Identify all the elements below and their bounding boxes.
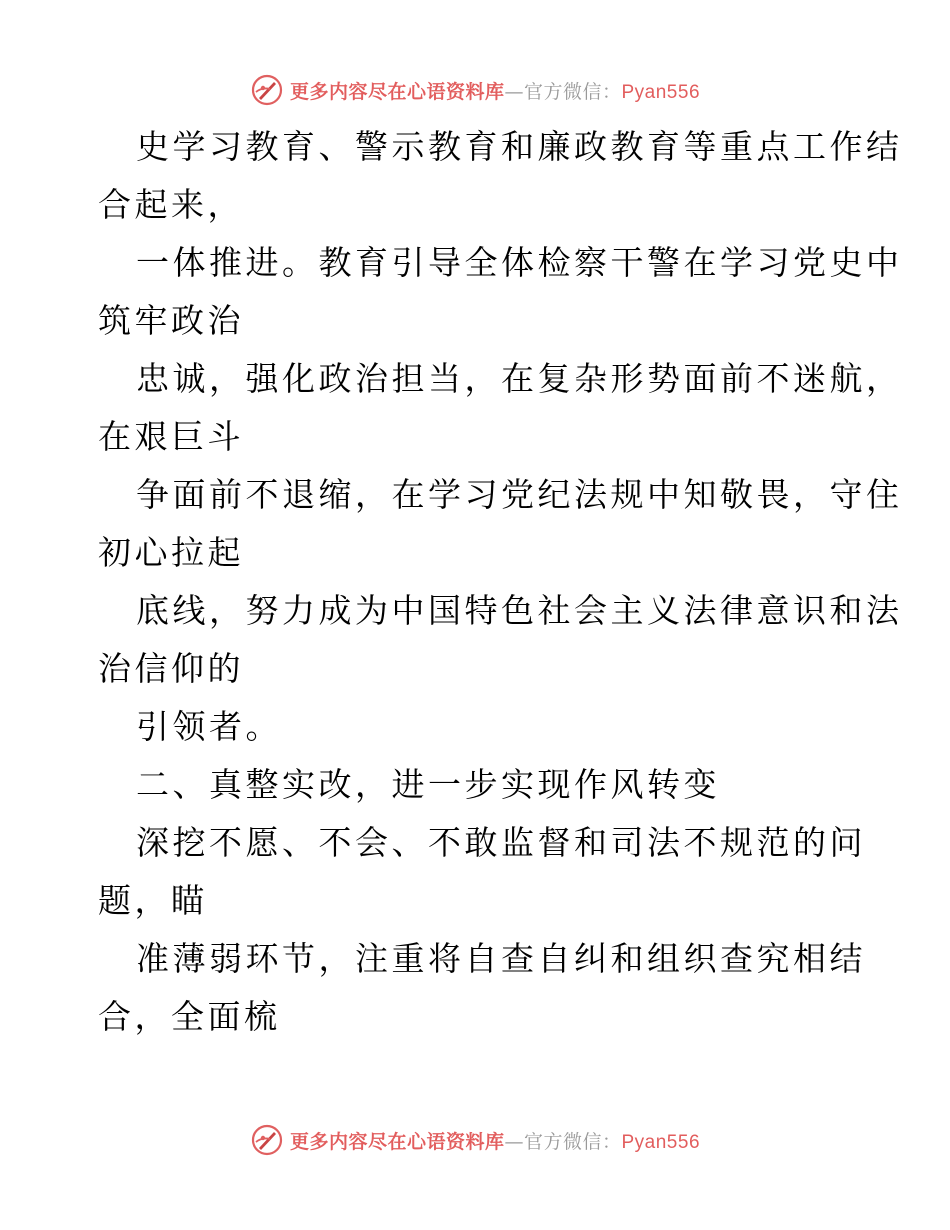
watermark-wechat-id: Pyan556 (621, 1131, 701, 1153)
watermark-text (290, 1127, 700, 1154)
paragraph-first-line: 争面前不退缩，在学习党纪法规中知敬畏，守住 (136, 475, 903, 514)
paragraph-first-line: 忠诚，强化政治担当，在复杂形势面前不迷航， (136, 359, 903, 398)
page-header (0, 70, 950, 110)
watermark-separator: — (504, 1130, 524, 1153)
paragraph (98, 466, 903, 582)
paragraph (98, 234, 903, 350)
paragraph-continuation: 题，瞄 (98, 881, 208, 920)
paragraph-continuation: 在艰巨斗 (98, 417, 244, 456)
document-body (98, 118, 903, 1046)
watermark-main: 更多内容尽在心语资料库 (289, 1130, 505, 1153)
paragraph-continuation: 筑牢政治 (98, 301, 244, 340)
paragraph-first-line: 底线，努力成为中国特色社会主义法律意识和法 (136, 591, 903, 630)
watermark-wechat-id: Pyan556 (621, 81, 701, 103)
paragraph (98, 350, 903, 466)
watermark-main: 更多内容尽在心语资料库 (289, 80, 505, 103)
watermark-wechat-label: 官方微信： (523, 1130, 622, 1153)
paragraph-continuation: 合，全面梳 (98, 997, 281, 1036)
section-heading-text: 二、真整实改，进一步实现作风转变 (136, 765, 720, 804)
page-footer (0, 1120, 950, 1160)
paragraph-first-line: 引领者。 (136, 707, 282, 746)
paragraph-first-line: 史学习教育、警示教育和廉政教育等重点工作结 (136, 127, 903, 166)
quill-logo-icon (250, 73, 284, 107)
paragraph (98, 118, 903, 234)
watermark-wechat-label: 官方微信： (523, 80, 622, 103)
paragraph (98, 930, 866, 1046)
watermark-banner (250, 73, 700, 107)
watermark-banner (250, 1123, 700, 1157)
paragraph-continuation: 治信仰的 (98, 649, 244, 688)
watermark-separator: — (504, 80, 524, 103)
paragraph (98, 582, 903, 698)
section-heading (98, 756, 858, 814)
watermark-text (290, 77, 700, 104)
paragraph (98, 698, 858, 756)
paragraph-first-line: 准薄弱环节，注重将自查自纠和组织查究相结 (136, 939, 866, 978)
quill-logo-icon (250, 1123, 284, 1157)
paragraph-first-line: 深挖不愿、不会、不敢监督和司法不规范的问 (136, 823, 866, 862)
paragraph-continuation: 初心拉起 (98, 533, 244, 572)
paragraph (98, 814, 866, 930)
paragraph-first-line: 一体推进。教育引导全体检察干警在学习党史中 (136, 243, 903, 282)
paragraph-continuation: 合起来， (98, 185, 244, 224)
